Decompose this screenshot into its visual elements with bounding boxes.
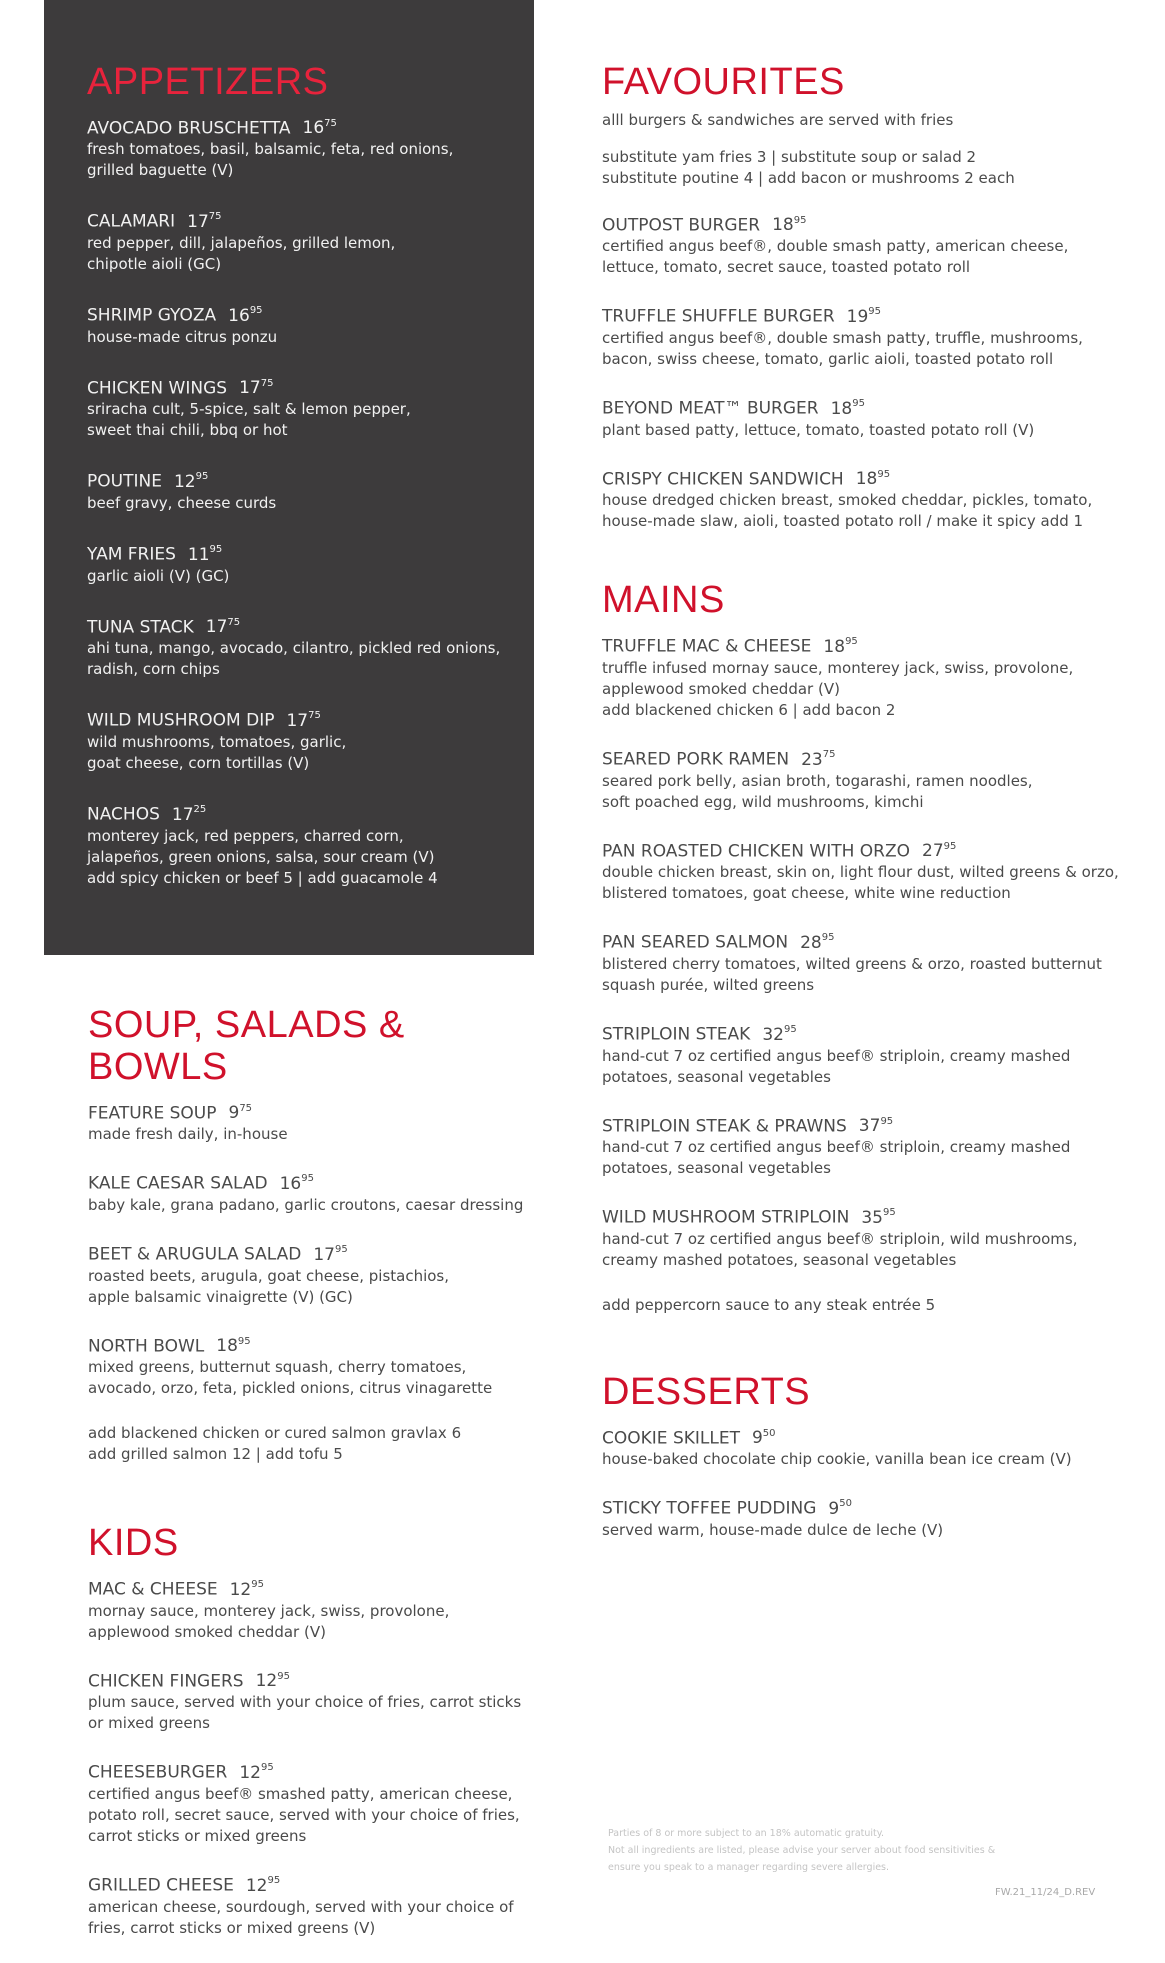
item-price xyxy=(801,750,835,770)
price-cents: 95 xyxy=(821,932,835,944)
price-dollars: 18 xyxy=(823,636,846,657)
item-description: add blackened chicken 6 | add bacon 2 xyxy=(602,700,896,719)
item-description: fries, carrot sticks or mixed greens (V) xyxy=(88,1918,376,1937)
menu-item xyxy=(88,1758,528,1847)
item-description: wild mushrooms, tomatoes, garlic, xyxy=(87,733,347,752)
section-title: KIDS xyxy=(88,1522,179,1565)
item-name-line xyxy=(602,745,1122,771)
item-name: CHICKEN FINGERS xyxy=(88,1671,244,1692)
item-price xyxy=(172,805,206,825)
item-name-line xyxy=(88,1871,528,1897)
item-name: OUTPOST BURGER xyxy=(602,215,761,236)
item-price xyxy=(228,1103,252,1123)
item-description: potatoes, seasonal vegetables xyxy=(602,1067,831,1086)
item-description: made fresh daily, in-house xyxy=(88,1125,288,1144)
section-subtitle: alll burgers & sandwiches are served with fries xyxy=(602,110,954,129)
item-name-line xyxy=(602,837,1122,863)
item-description: roasted beets, arugula, goat cheese, pistachios, xyxy=(88,1266,450,1285)
item-name-line xyxy=(87,613,527,639)
menu-item xyxy=(602,1424,1122,1471)
menu-item xyxy=(602,1112,1122,1180)
item-description: served warm, house-made dulce de leche (V) xyxy=(602,1520,944,1539)
item-description: mixed greens, butternut squash, cherry tomatoes, xyxy=(88,1358,467,1377)
item-name: STRIPLOIN STEAK xyxy=(602,1024,751,1045)
price-dollars: 17 xyxy=(286,711,309,732)
item-price xyxy=(800,933,834,953)
menu-item xyxy=(602,302,1122,370)
item-description: seared pork belly, asian broth, togarashi, ramen noodles, xyxy=(602,771,1033,790)
price-dollars: 35 xyxy=(861,1207,883,1228)
section-title: APPETIZERS xyxy=(87,61,329,103)
price-cents: 25 xyxy=(193,804,207,816)
item-description: fresh tomatoes, basil, balsamic, feta, red onions, xyxy=(87,140,454,159)
item-price xyxy=(239,378,273,398)
item-name-line xyxy=(602,394,1122,420)
price-cents: 95 xyxy=(267,1874,281,1886)
item-description: or mixed greens xyxy=(88,1714,210,1733)
menu-item xyxy=(602,928,1122,996)
item-description: certified angus beef® smashed patty, american cheese, xyxy=(88,1784,513,1803)
menu-item xyxy=(88,1169,528,1216)
item-price xyxy=(286,711,320,731)
item-name-line xyxy=(602,1112,1122,1138)
price-dollars: 12 xyxy=(229,1579,252,1600)
item-description: hand-cut 7 oz certified angus beef® striploin, wild mushrooms, xyxy=(602,1229,1078,1248)
item-description: blistered tomatoes, goat cheese, white wine reduction xyxy=(602,884,1011,903)
menu-item xyxy=(87,613,527,681)
item-name: GRILLED CHEESE xyxy=(88,1875,234,1896)
price-cents: 95 xyxy=(877,468,891,480)
price-cents: 95 xyxy=(852,398,865,410)
item-price xyxy=(239,1763,273,1783)
item-name-line xyxy=(87,467,527,493)
menu-item xyxy=(602,1020,1122,1088)
item-description: red pepper, dill, jalapeños, grilled lemon, xyxy=(87,234,396,253)
price-dollars: 28 xyxy=(800,932,822,953)
item-price xyxy=(762,1025,796,1045)
item-name: CALAMARI xyxy=(87,212,176,233)
item-name: MAC & CHEESE xyxy=(88,1579,218,1600)
price-dollars: 9 xyxy=(228,1103,240,1124)
menu-item xyxy=(88,1099,528,1146)
price-cents: 95 xyxy=(868,306,882,318)
price-cents: 95 xyxy=(883,1207,896,1219)
item-name-line xyxy=(602,1020,1122,1046)
item-description: hand-cut 7 oz certified angus beef® striploin, creamy mashed xyxy=(602,1138,1071,1157)
item-name: YAM FRIES xyxy=(87,544,176,565)
item-name-line xyxy=(602,302,1122,328)
price-dollars: 17 xyxy=(171,804,194,825)
menu-item xyxy=(87,800,527,889)
price-dollars: 12 xyxy=(173,472,196,493)
item-description: chipotle aioli (GC) xyxy=(87,255,222,274)
menu-item xyxy=(88,1575,528,1643)
item-name-line xyxy=(88,1667,528,1693)
item-description: sriracha cult, 5-spice, salt & lemon pepper, xyxy=(87,400,411,419)
price-cents: 95 xyxy=(277,1670,290,1682)
item-description: beef gravy, cheese curds xyxy=(87,494,277,513)
appetizers-section xyxy=(87,62,527,915)
item-price xyxy=(256,1671,290,1691)
section-title: MAINS xyxy=(602,579,725,622)
item-description: grilled baguette (V) xyxy=(87,161,234,180)
price-cents: 50 xyxy=(762,1427,776,1439)
item-list xyxy=(87,114,527,889)
item-description: avocado, orzo, feta, pickled onions, citrus vinagarette xyxy=(88,1379,493,1398)
item-name-line xyxy=(602,928,1122,954)
item-description: sweet thai chili, bbq or hot xyxy=(87,421,288,440)
item-name: BEET & ARUGULA SALAD xyxy=(88,1244,302,1265)
document-code: FW.21_11/24_D.REV xyxy=(995,1887,1096,1898)
item-name-line xyxy=(602,1494,1122,1520)
item-description: squash purée, wilted greens xyxy=(602,975,815,994)
right-column xyxy=(602,62,1122,1565)
item-description: certified angus beef®, double smash patty, truffle, mushrooms, xyxy=(602,329,1083,348)
price-dollars: 17 xyxy=(239,378,261,399)
price-cents: 95 xyxy=(334,1243,348,1255)
item-name: POUTINE xyxy=(87,472,162,493)
price-cents: 95 xyxy=(793,214,807,226)
price-cents: 95 xyxy=(237,1335,251,1347)
item-description: soft poached egg, wild mushrooms, kimchi xyxy=(602,792,924,811)
soups-section xyxy=(88,1005,528,1963)
item-description: house-made slaw, aioli, toasted potato roll / make it spicy add 1 xyxy=(602,512,1084,531)
price-dollars: 37 xyxy=(858,1116,881,1137)
item-price xyxy=(847,307,881,327)
item-description: goat cheese, corn tortillas (V) xyxy=(87,754,310,773)
item-name-line xyxy=(87,706,527,732)
price-dollars: 17 xyxy=(205,617,228,638)
item-price xyxy=(859,1116,893,1136)
note-line: ensure you speak to a manager regarding severe allergies. xyxy=(608,1862,890,1873)
menu-item xyxy=(87,301,527,348)
item-name: FEATURE SOUP xyxy=(88,1103,217,1124)
item-name: PAN ROASTED CHICKEN WITH ORZO xyxy=(602,841,911,862)
item-description: blistered cherry tomatoes, wilted greens & orzo, roasted butternut xyxy=(602,954,1102,973)
item-description: bacon, swiss cheese, tomato, garlic aioli, toasted potato roll xyxy=(602,350,1054,369)
price-cents: 75 xyxy=(227,616,241,628)
item-description: house-made citrus ponzu xyxy=(87,327,278,346)
item-description: hand-cut 7 oz certified angus beef® striploin, creamy mashed xyxy=(602,1046,1071,1065)
item-name: AVOCADO BRUSCHETTA xyxy=(87,118,291,139)
item-description: carrot sticks or mixed greens xyxy=(88,1826,307,1845)
price-dollars: 17 xyxy=(313,1244,335,1265)
price-dollars: 18 xyxy=(772,215,794,236)
item-price xyxy=(206,617,240,637)
price-cents: 75 xyxy=(260,377,274,389)
item-price xyxy=(246,1876,280,1896)
menu-item xyxy=(87,114,527,182)
item-price xyxy=(188,545,222,565)
price-dollars: 16 xyxy=(228,305,250,326)
price-cents: 95 xyxy=(880,1115,894,1127)
note-line: substitute poutine 4 | add bacon or mushrooms 2 each xyxy=(602,168,1015,187)
item-price xyxy=(230,1580,264,1600)
item-name-line xyxy=(88,1240,528,1266)
item-name-line xyxy=(87,301,527,327)
item-name: BEYOND MEAT™ BURGER xyxy=(602,398,819,419)
item-name: CHICKEN WINGS xyxy=(87,378,228,399)
item-name-line xyxy=(88,1758,528,1784)
item-name: PAN SEARED SALMON xyxy=(602,932,789,953)
price-dollars: 11 xyxy=(187,544,210,565)
price-cents: 95 xyxy=(260,1762,274,1774)
item-name-line xyxy=(88,1169,528,1195)
item-price xyxy=(280,1174,314,1194)
item-price xyxy=(216,1336,250,1356)
item-description: double chicken breast, skin on, light flour dust, wilted greens & orzo, xyxy=(602,863,1119,882)
menu-item xyxy=(87,706,527,774)
price-dollars: 27 xyxy=(922,841,944,862)
item-name-line xyxy=(87,374,527,400)
item-name: CHEESEBURGER xyxy=(88,1762,228,1783)
price-cents: 75 xyxy=(208,211,222,223)
item-description: american cheese, sourdough, served with your choice of xyxy=(88,1897,514,1916)
price-cents: 95 xyxy=(209,544,223,556)
price-dollars: 12 xyxy=(245,1875,268,1896)
item-description: applewood smoked cheddar (V) xyxy=(602,679,840,698)
note-line: add grilled salmon 12 | add tofu 5 xyxy=(88,1445,343,1464)
item-price xyxy=(861,1208,895,1228)
item-price xyxy=(823,637,857,657)
menu-item xyxy=(602,394,1122,441)
addon-note xyxy=(88,1423,528,1465)
substitutions-note xyxy=(602,147,1122,189)
section-title: SOUP, SALADS & BOWLS xyxy=(88,1004,405,1088)
item-description: mornay sauce, monterey jack, swiss, provolone, xyxy=(88,1601,450,1620)
item-name-line xyxy=(602,1424,1122,1450)
price-cents: 95 xyxy=(251,1579,264,1591)
note-line: add blackened chicken or cured salmon gravlax 6 xyxy=(88,1424,462,1443)
price-cents: 95 xyxy=(195,471,209,483)
item-name-line xyxy=(88,1099,528,1125)
item-description: radish, corn chips xyxy=(87,660,220,679)
item-list xyxy=(602,1424,1122,1541)
price-cents: 95 xyxy=(301,1173,314,1185)
item-description: apple balsamic vinaigrette (V) (GC) xyxy=(88,1287,353,1306)
item-price xyxy=(922,841,956,861)
item-description: jalapeños, green onions, salsa, sour cream (V) xyxy=(87,847,435,866)
item-name-line xyxy=(88,1332,528,1358)
price-dollars: 32 xyxy=(762,1024,784,1045)
item-list xyxy=(88,1575,528,1939)
item-description: plant based patty, lettuce, tomato, toasted potato roll (V) xyxy=(602,420,1035,439)
menu-item xyxy=(602,632,1122,721)
price-dollars: 17 xyxy=(187,212,209,233)
menu-item xyxy=(88,1871,528,1939)
note-line: add peppercorn sauce to any steak entrée 5 xyxy=(602,1295,936,1314)
item-name-line xyxy=(602,211,1122,237)
menu-item xyxy=(87,207,527,275)
price-dollars: 18 xyxy=(830,398,853,419)
price-cents: 75 xyxy=(324,117,337,129)
menu-item xyxy=(87,540,527,587)
item-name: NORTH BOWL xyxy=(88,1336,205,1357)
item-description: creamy mashed potatoes, seasonal vegetables xyxy=(602,1250,957,1269)
price-dollars: 12 xyxy=(239,1762,261,1783)
item-price xyxy=(187,212,221,232)
item-name: STICKY TOFFEE PUDDING xyxy=(602,1498,817,1519)
item-price xyxy=(174,472,208,492)
menu-item xyxy=(602,465,1122,533)
item-description: house-baked chocolate chip cookie, vanilla bean ice cream (V) xyxy=(602,1450,1072,1469)
addon-note xyxy=(602,1295,1122,1316)
item-name: TRUFFLE MAC & CHEESE xyxy=(602,636,812,657)
item-name: SHRIMP GYOZA xyxy=(87,305,217,326)
item-description: potato roll, secret sauce, served with your choice of fries, xyxy=(88,1805,520,1824)
price-cents: 50 xyxy=(839,1498,852,1510)
item-list xyxy=(88,1099,528,1400)
item-list xyxy=(602,632,1122,1271)
price-cents: 75 xyxy=(239,1102,253,1114)
menu-item xyxy=(602,745,1122,813)
item-name: SEARED PORK RAMEN xyxy=(602,749,790,770)
item-name: NACHOS xyxy=(87,804,160,825)
menu-item xyxy=(602,837,1122,905)
item-description: baby kale, grana padano, garlic croutons, caesar dressing xyxy=(88,1195,524,1214)
item-description: ahi tuna, mango, avocado, cilantro, pickled red onions, xyxy=(87,639,501,658)
price-dollars: 16 xyxy=(302,118,325,139)
item-name-line xyxy=(602,632,1122,658)
item-name: WILD MUSHROOM STRIPLOIN xyxy=(602,1207,850,1228)
note-line: Parties of 8 or more subject to an 18% automatic gratuity. xyxy=(608,1828,885,1839)
price-dollars: 18 xyxy=(855,469,878,490)
menu-item xyxy=(87,374,527,442)
item-name: TRUFFLE SHUFFLE BURGER xyxy=(602,307,835,328)
item-description: add spicy chicken or beef 5 | add guacamole 4 xyxy=(87,868,438,887)
price-cents: 95 xyxy=(783,1023,797,1035)
price-dollars: 16 xyxy=(279,1173,302,1194)
item-price xyxy=(831,399,865,419)
price-cents: 95 xyxy=(845,636,858,648)
item-name-line xyxy=(87,207,527,233)
item-price xyxy=(228,306,262,326)
price-cents: 75 xyxy=(822,748,836,760)
menu-item xyxy=(602,211,1122,279)
menu-item xyxy=(602,1494,1122,1541)
price-cents: 75 xyxy=(308,710,321,722)
item-description: certified angus beef®, double smash patty, american cheese, xyxy=(602,237,1069,256)
item-name: KALE CAESAR SALAD xyxy=(88,1173,268,1194)
price-dollars: 18 xyxy=(216,1336,238,1357)
price-dollars: 9 xyxy=(751,1428,763,1449)
item-description: monterey jack, red peppers, charred corn, xyxy=(87,826,404,845)
menu-item xyxy=(87,467,527,514)
price-dollars: 19 xyxy=(846,307,869,328)
item-price xyxy=(303,118,337,138)
note-line: substitute yam fries 3 | substitute soup or salad 2 xyxy=(602,147,977,166)
item-name-line xyxy=(87,540,527,566)
section-title: FAVOURITES xyxy=(602,61,845,103)
item-name-line xyxy=(602,1203,1122,1229)
item-description: truffle infused mornay sauce, monterey jack, swiss, provolone, xyxy=(602,658,1074,677)
item-name: WILD MUSHROOM DIP xyxy=(87,711,275,732)
item-description: garlic aioli (V) (GC) xyxy=(87,566,230,585)
price-dollars: 23 xyxy=(801,749,823,770)
menu-item xyxy=(88,1240,528,1308)
menu-item xyxy=(88,1667,528,1735)
item-name-line xyxy=(602,465,1122,491)
price-dollars: 12 xyxy=(255,1671,278,1692)
item-price xyxy=(772,215,806,235)
item-price xyxy=(313,1245,347,1265)
item-name: CRISPY CHICKEN SANDWICH xyxy=(602,469,844,490)
note-line: Not all ingredients are listed, please advise your server about food sensitivities & xyxy=(608,1845,996,1856)
item-price xyxy=(752,1428,776,1448)
item-description: house dredged chicken breast, smoked cheddar, pickles, tomato, xyxy=(602,491,1093,510)
price-cents: 95 xyxy=(943,840,957,852)
item-description: lettuce, tomato, secret sauce, toasted potato roll xyxy=(602,258,971,277)
item-description: plum sauce, served with your choice of fries, carrot sticks xyxy=(88,1693,522,1712)
item-description: potatoes, seasonal vegetables xyxy=(602,1159,831,1178)
item-name-line xyxy=(87,800,527,826)
item-price xyxy=(828,1499,852,1519)
item-list xyxy=(602,211,1122,533)
item-description: applewood smoked cheddar (V) xyxy=(88,1622,326,1641)
item-name: COOKIE SKILLET xyxy=(602,1428,740,1449)
item-price xyxy=(856,469,890,489)
item-name: TUNA STACK xyxy=(87,617,194,638)
price-cents: 95 xyxy=(249,305,263,317)
menu-item xyxy=(602,1203,1122,1271)
price-dollars: 9 xyxy=(828,1498,840,1519)
section-title: DESSERTS xyxy=(602,1370,811,1413)
item-name-line xyxy=(88,1575,528,1601)
menu-item xyxy=(88,1332,528,1400)
item-name-line xyxy=(87,114,527,140)
footnote xyxy=(608,1825,1078,1876)
item-name: STRIPLOIN STEAK & PRAWNS xyxy=(602,1116,847,1137)
